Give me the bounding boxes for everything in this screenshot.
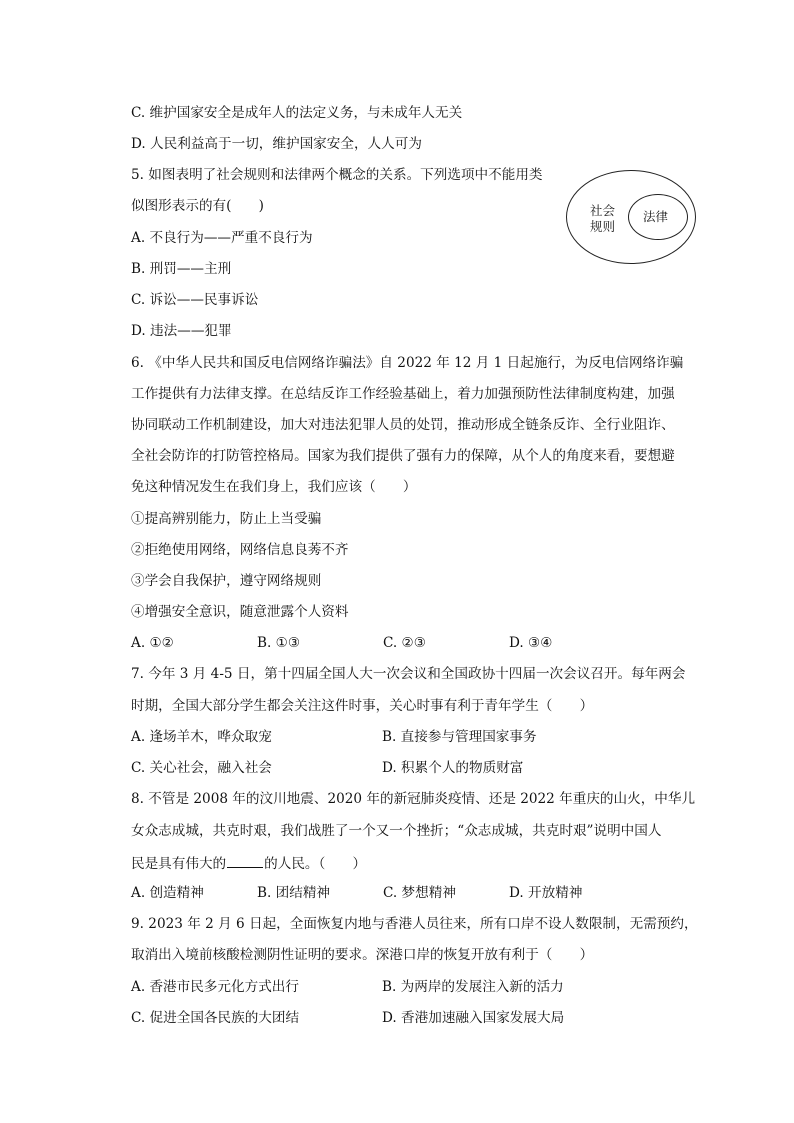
q5-option-c: C. 诉讼——民事诉讼 <box>131 292 259 308</box>
q6-stem-line4: 全社会防诈的打防管控格局。国家为我们提供了强有力的保障，从个人的角度来看，要想避 <box>131 448 675 464</box>
q4-option-c: C. 维护国家安全是成年人的法定义务，与未成年人无关 <box>131 105 463 121</box>
q6-stem-line3: 协同联动工作机制建设，加大对违法犯罪人员的处罚，推动形成全链条反诈、全行业阻诈、 <box>131 417 675 433</box>
inner-label: 法律 <box>643 209 669 224</box>
q8-stem-line2: 女众志成城，共克时艰，我们战胜了一个又一个挫折；“众志成城，共克时艰”说明中国人 <box>131 823 662 839</box>
q9-option-b: B. 为两岸的发展注入新的活力 <box>382 979 564 995</box>
q6-option-a: A. ①② <box>131 635 174 651</box>
q9-option-d: D. 香港加速融入国家发展大局 <box>382 1010 565 1026</box>
q8-option-c: C. 梦想精神 <box>383 885 456 901</box>
q6-stem-line5: 免这种情况发生在我们身上，我们应该（ ） <box>131 479 417 495</box>
q7-stem-line2: 时期，全国大部分学生都会关注这件时事，关心时事有利于青年学生（ ） <box>131 698 594 714</box>
q9-stem-line1: 9. 2023 年 2 月 6 日起，全面恢复内地与香港人员往来，所有口岸不设人数限制，无需预约， <box>131 916 698 932</box>
q9-option-a: A. 香港市民多元化方式出行 <box>131 979 299 995</box>
q5-option-d: D. 违法——犯罪 <box>131 323 232 339</box>
q8-stem-line3-before: 民是具有伟大的 <box>131 856 227 872</box>
venn-diagram <box>566 170 698 264</box>
q8-stem-line1: 8. 不管是 2008 年的汶川地震、2020 年的新冠肺炎疫情、还是 2022 年重庆的山火，中华儿 <box>131 791 696 807</box>
q6-option-b: B. ①③ <box>257 635 301 651</box>
q7-option-d: D. 积累个人的物质财富 <box>382 760 524 776</box>
q5-option-a: A. 不良行为——严重不良行为 <box>131 230 313 246</box>
q6-stem-line2: 工作提供有力法律支撑。在总结反诈工作经验基础上，着力加强预防性法律制度构建，加强 <box>131 386 675 402</box>
outer-label-line2: 规则 <box>590 219 616 234</box>
q6-statement-4: ④增强安全意识，随意泄露个人资料 <box>131 604 349 620</box>
q6-option-d: D. ③④ <box>509 635 553 651</box>
q8-option-a: A. 创造精神 <box>131 885 204 901</box>
q6-stem-line1: 6. 《中华人民共和国反电信网络诈骗法》自 2022 年 12 月 1 日起施行，为反电信网络诈骗 <box>131 355 684 371</box>
q6-statement-3: ③学会自我保护，遵守网络规则 <box>131 573 322 589</box>
q4-option-d: D. 人民利益高于一切，维护国家安全，人人可为 <box>131 136 422 152</box>
q7-stem-line1: 7. 今年 3 月 4-5 日，第十四届全国人大一次会议和全国政协十四届一次会议召开。每年两会 <box>131 666 686 682</box>
q6-statement-1: ①提高辨别能力，防止上当受骗 <box>131 511 322 527</box>
q7-option-b: B. 直接参与管理国家事务 <box>382 729 537 745</box>
q8-option-d: D. 开放精神 <box>509 885 583 901</box>
q8-stem-line3-after: 的人民。（ ） <box>264 856 367 872</box>
q5-option-b: B. 刑罚——主刑 <box>131 261 232 277</box>
q7-option-c: C. 关心社会，融入社会 <box>131 760 272 776</box>
q8-option-b: B. 团结精神 <box>257 885 331 901</box>
q5-stem-line1: 5. 如图表明了社会规则和法律两个概念的关系。下列选项中不能用类 <box>131 167 543 183</box>
q8-stem-line3 <box>131 853 366 873</box>
q6-statement-2: ②拒绝使用网络，网络信息良莠不齐 <box>131 542 349 558</box>
q6-option-c: C. ②③ <box>383 635 426 651</box>
q7-option-a: A. 逢场羊木，哗众取宠 <box>131 729 272 745</box>
q9-option-c: C. 促进全国各民族的大团结 <box>131 1010 300 1026</box>
q9-stem-line2: 取消出入境前核酸检测阴性证明的要求。深港口岸的恢复开放有利于（ ） <box>131 947 594 963</box>
q5-stem-line2: 似图形表示的有( ) <box>131 198 264 214</box>
q8-answer-blank <box>227 853 263 868</box>
outer-label-line1: 社会 <box>590 203 616 218</box>
